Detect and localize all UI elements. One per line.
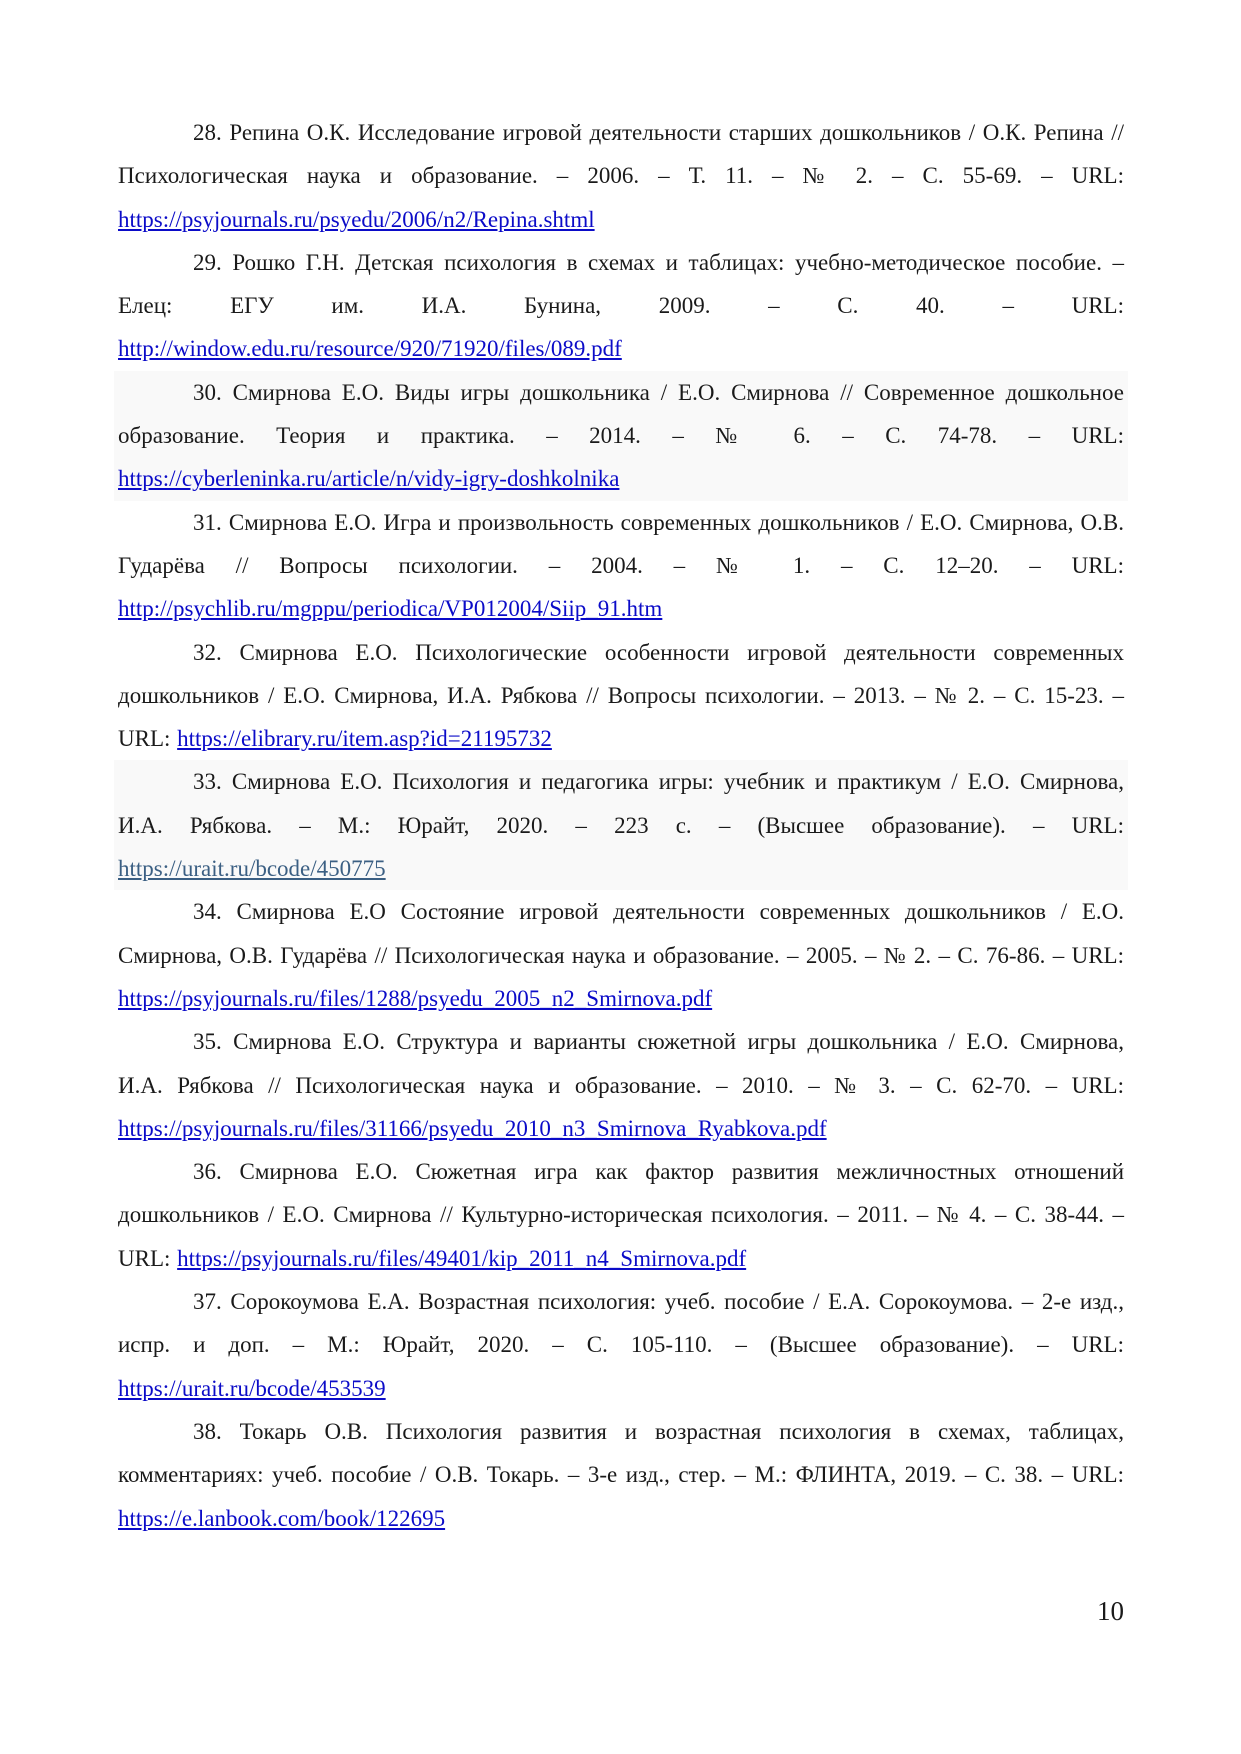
reference-number: 34. xyxy=(193,899,222,925)
reference-link[interactable]: https://urait.ru/bcode/450775 xyxy=(118,856,386,882)
reference-link[interactable]: https://e.lanbook.com/book/122695 xyxy=(118,1505,446,1531)
reference-number: 33. xyxy=(193,769,222,795)
reference-list xyxy=(118,111,1124,1540)
reference-text: Смирнова Е.О. Психология и педагогика игры: учебник и практикум / Е.О. Смирнова, И.А. Рябкова. – М.: Юрайт, 2020. – 223 с. – (Высшее образование). – URL: xyxy=(118,769,1125,838)
reference-item-32 xyxy=(118,631,1124,761)
reference-link[interactable]: https://psyjournals.ru/files/31166/psyedu_2010_n3_Smirnova_Ryabkova.pdf xyxy=(118,1115,827,1141)
reference-item-37 xyxy=(118,1280,1124,1410)
reference-link[interactable]: https://psyjournals.ru/files/1288/psyedu_2005_n2_Smirnova.pdf xyxy=(118,985,713,1011)
page-number: 10 xyxy=(1097,1596,1124,1626)
reference-number: 36. xyxy=(193,1159,222,1185)
reference-link[interactable]: https://psyjournals.ru/files/49401/kip_2011_n4_Smirnova.pdf xyxy=(177,1245,747,1271)
reference-link[interactable]: https://psyjournals.ru/psyedu/2006/n2/Repina.shtml xyxy=(118,206,595,232)
reference-link[interactable]: https://elibrary.ru/item.asp?id=21195732 xyxy=(177,726,552,752)
reference-number: 28. xyxy=(193,120,222,145)
reference-item-31 xyxy=(118,501,1124,631)
reference-item-38 xyxy=(118,1410,1124,1540)
reference-text: Репина О.К. Исследование игровой деятельности старших дошкольников / О.К. Репина // Психологическая наука и образование. – 2006. – Т. 11. – № 2. – С. 55-69. – URL: xyxy=(118,120,1125,189)
reference-number: 32. xyxy=(193,639,222,665)
reference-text: Смирнова Е.О. Виды игры дошкольника / Е.О. Смирнова // Современное дошкольное образование. Теория и практика. – 2014. – № 6. – С. 74-78. – URL: xyxy=(118,379,1124,449)
reference-number: 29. xyxy=(193,249,222,275)
reference-item-28 xyxy=(118,111,1124,241)
reference-link[interactable]: http://window.edu.ru/resource/920/71920/files/089.pdf xyxy=(118,336,622,362)
reference-number: 31. xyxy=(193,509,222,535)
reference-item-35 xyxy=(118,1020,1124,1150)
reference-text: Смирнова Е.О. Структура и варианты сюжетной игры дошкольника / Е.О. Смирнова, И.А. Рябкова // Психологическая наука и образование. – 2010. – № 3. – С. 62-70. – URL: xyxy=(118,1029,1125,1098)
reference-text: Смирнова Е.О Состояние игровой деятельности современных дошкольников / Е.О. Смирнова, О.В. Гударёва // Психологическая наука и образование. – 2005. – № 2. – С. 76-86. – URL: xyxy=(118,899,1125,968)
reference-text: Смирнова Е.О. Сюжетная игра как фактор развития межличностных отношений дошкольников / Е.О. Смирнова // Культурно-историческая психология. – 2011. – № 4. – С. 38-44. – URL: xyxy=(118,1159,1125,1271)
reference-item-33 xyxy=(114,760,1128,890)
reference-text: Рошко Г.Н. Детская психология в схемах и таблицах: учебно-методическое пособие. – Елец: ЕГУ им. И.А. Бунина, 2009. – С. 40. – URL: xyxy=(118,249,1125,319)
reference-item-36 xyxy=(118,1150,1124,1280)
reference-link[interactable]: https://cyberleninka.ru/article/n/vidy-igry-doshkolnika xyxy=(118,466,620,492)
reference-number: 37. xyxy=(193,1289,222,1315)
reference-item-34 xyxy=(118,890,1124,1020)
reference-text: Смирнова Е.О. Психологические особенности игровой деятельности современных дошкольников / Е.О. Смирнова, И.А. Рябкова // Вопросы психологии. – 2013. – № 2. – С. 15-23. – URL: xyxy=(118,639,1125,752)
reference-number: 35. xyxy=(193,1029,222,1055)
reference-number: 38. xyxy=(193,1418,222,1444)
reference-link[interactable]: https://urait.ru/bcode/453539 xyxy=(118,1375,386,1401)
reference-text: Сорокоумова Е.А. Возрастная психология: учеб. пособие / Е.А. Сорокоумова. – 2-е изд., испр. и доп. – М.: Юрайт, 2020. – С. 105-110. – (Высшее образование). – URL: xyxy=(118,1289,1124,1358)
reference-text: Токарь О.В. Психология развития и возрастная психология в схемах, таблицах, комментариях: учеб. пособие / О.В. Токарь. – 3-е изд., стер. – М.: ФЛИНТА, 2019. – С. 38. – URL: xyxy=(118,1418,1124,1488)
reference-link[interactable]: http://psychlib.ru/mgppu/periodica/VP012004/Siip_91.htm xyxy=(118,596,663,622)
reference-number: 30. xyxy=(193,379,222,405)
reference-item-30 xyxy=(114,371,1128,501)
reference-text: Смирнова Е.О. Игра и произвольность современных дошкольников / Е.О. Смирнова, О.В. Гударёва // Вопросы психологии. – 2004. – № 1. – С. 12–20. – URL: xyxy=(118,509,1124,578)
reference-item-29 xyxy=(118,241,1124,371)
